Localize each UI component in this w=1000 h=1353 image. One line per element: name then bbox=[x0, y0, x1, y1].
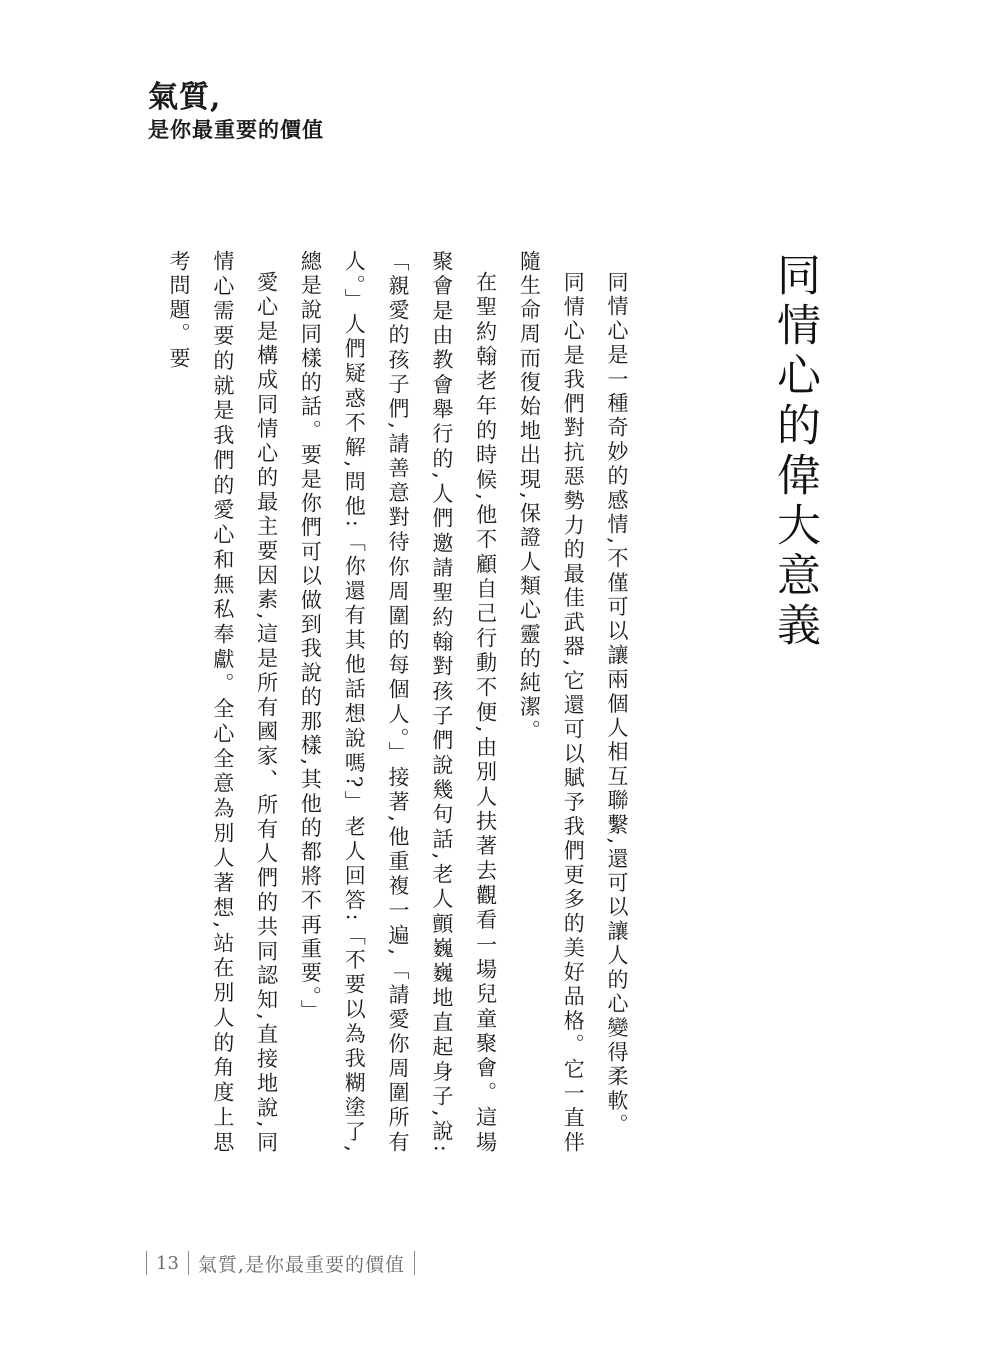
paragraph-3: 在聖約翰老年的時候,他不顧自己行動不便,由別人扶著去觀看一場兒童聚會。這場聚會是由教會舉行的,人們邀請聖約翰對孩子們說幾句話,老人顫巍巍地直起身子,說:「親愛的孩子們,請善意對待你周圍的每個人。」接著,他重複一遍,「請愛你周圍所有人。」人們疑惑不解,問他:「你還有其他話想說嗎?」老人回答:「不要以為我糊塗了,總是說同樣的話。要是你們可以做到我說的那樣,其他的都將不再重要。」 bbox=[298, 250, 498, 1155]
body-text bbox=[167, 250, 638, 1155]
chapter-title: 同情心的偉大意義 bbox=[769, 252, 820, 652]
footer-divider-right bbox=[414, 1251, 415, 1275]
running-head-title: 氣質, bbox=[148, 80, 222, 115]
page-number: 13 bbox=[156, 1252, 179, 1274]
running-head-subtitle: 是你最重要的價值 bbox=[148, 117, 324, 142]
footer-book-title: 氣質,是你最重要的價值 bbox=[197, 1253, 405, 1276]
paragraph-4: 愛心是構成同情心的最主要因素,這是所有國家、所有人們的共同認知,直接地說,同情心需要的就是我們的愛心和無私奉獻。全心全意為別人著想,站在別人的角度上思考問題。要 bbox=[167, 250, 279, 1155]
running-head bbox=[148, 80, 324, 144]
page-footer bbox=[146, 1250, 415, 1276]
paragraph-1: 同情心是一種奇妙的感情,不僅可以讓兩個人相互聯繫,還可以讓人的心變得柔軟。 bbox=[605, 271, 629, 1138]
paragraph-2: 同情心是我們對抗惡勢力的最佳武器,它還可以賦予我們更多的美好品格。它一直伴隨生命周而復始地出現,保證人類心靈的純潔。 bbox=[517, 250, 586, 1155]
